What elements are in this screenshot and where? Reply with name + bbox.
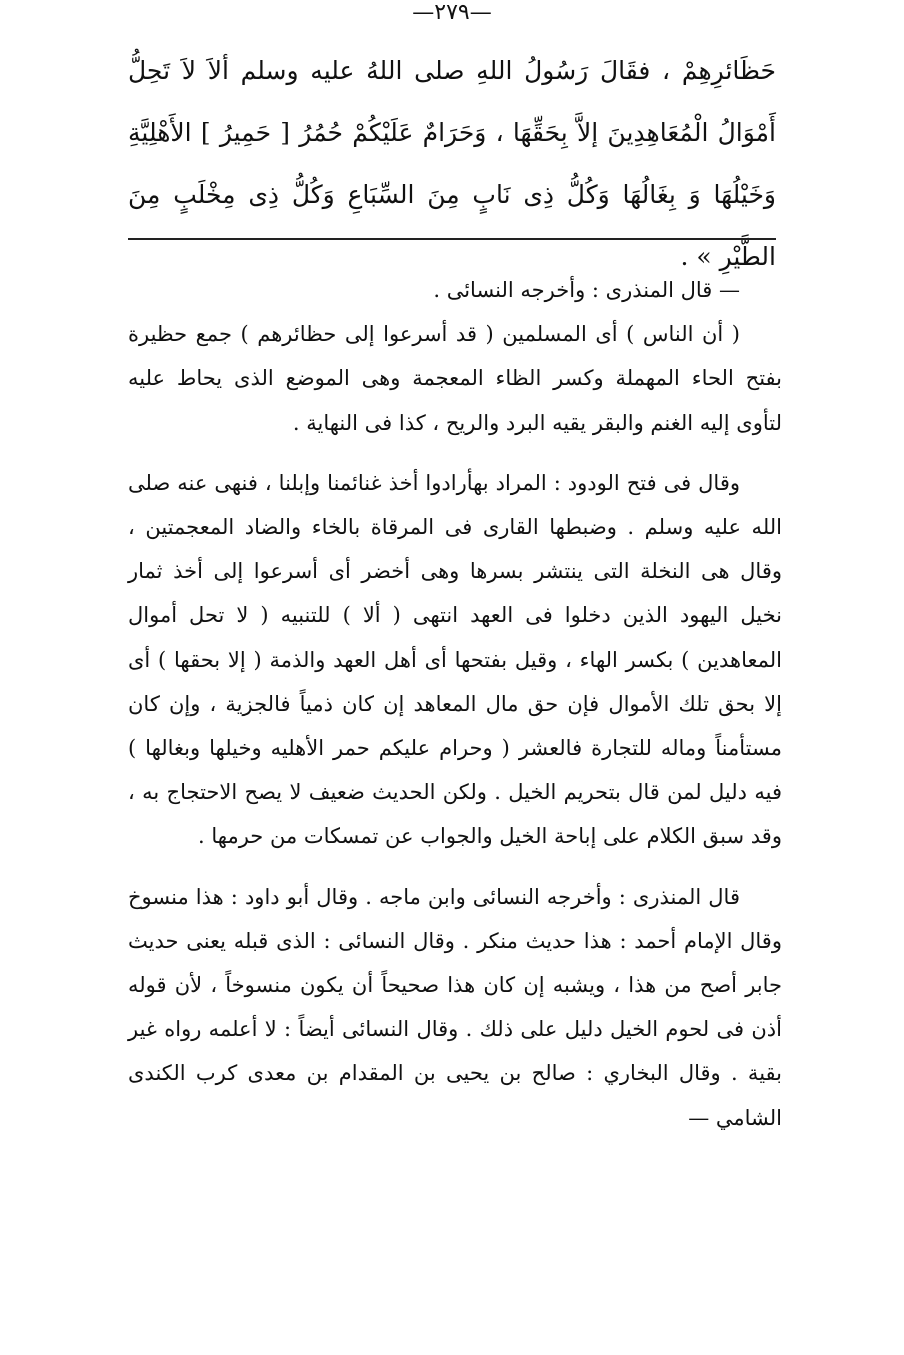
footnote-divider xyxy=(128,238,776,240)
page-number: —٢٧٩— xyxy=(412,0,492,25)
commentary-paragraph-3: وقال فى فتح الودود : المراد بهأرادوا أخذ غنائمنا وإبلنا ، فنهى عنه صلى الله عليه وسلم . وضبطها القارى فى المرقاة بالخاء والضاد المعجمتين ، وقال هى النخلة التى ينتشر بسرها وهى أخضر أى أسرعوا إلى أخذ ثمار نخيل اليهود الذين دخلوا فى العهد انتهى ( ألا ) للتنبيه ( لا تحل أموال المعاهدين ) بكسر الهاء ، وقيل بفتحها أى أهل العهد والذمة ( إلا بحقها ) أى إلا بحق تلك الأموال فإن حق مال المعاهد إن كان ذمياً فالجزية ، وإن كان مستأمناً وماله للتجارة فالعشر ( وحرام عليكم حمر الأهليه وخيلها وبغالها ) فيه دليل لمن قال بتحريم الخيل . ولكن الحديث ضعيف لا يصح الاحتجاج به ، وقد سبق الكلام على إباحة الخيل والجواب عن تمسكات من حرمها . xyxy=(128,470,782,849)
commentary-paragraph-4: قال المنذرى : وأخرجه النسائى وابن ماجه . وقال أبو داود : هذا منسوخ وقال الإمام أحمد : هذا حديث منكر . وقال النسائى : الذى قبله يعنى حديث جابر أصح من هذا ، ويشبه إن كان هذا صحيحاً أن يكون منسوخاً ، لأن قوله أذن فى لحوم الخيل دليل على ذلك . وقال النسائى أيضاً : لا أعلمه رواه غير بقية . وقال البخاري : صالح بن يحيى بن المقدام بن معدى كرب الكندى الشامي — xyxy=(128,884,782,1130)
hadith-text: حَظَائرِهِمْ ، فقَالَ رَسُولُ اللهِ صلى اللهُ عليه وسلم ألاَ لاَ تَحِلُّ أَمْوَالُ الْمُعَاهِدِينَ إلاَّ بِحَقِّهَا ، وَحَرَامٌ عَلَيْكُمْ حُمُرُ [ حَمِيرُ ] الأَهْلِيَّةِ وَخَيْلُهَا وَ بِغَالُهَا وَكُلُّ ذِى نَابٍ مِنَ السِّبَاعِ وَكُلُّ ذِى مِخْلَبٍ مِنَ الطَّيْرِ » . xyxy=(128,56,776,271)
commentary-section xyxy=(128,268,782,1140)
commentary-paragraph-2: ( أن الناس ) أى المسلمين ( قد أسرعوا إلى حظائرهم ) جمع حظيرة بفتح الحاء المهملة وكسر الظاء المعجمة وهى الموضع الذى يحاط عليه لتأوى إليه الغنم والبقر يقيه البرد والريح ، كذا فى النهاية . xyxy=(128,322,782,435)
commentary-paragraph-1: — قال المنذرى : وأخرجه النسائى . xyxy=(433,278,740,302)
